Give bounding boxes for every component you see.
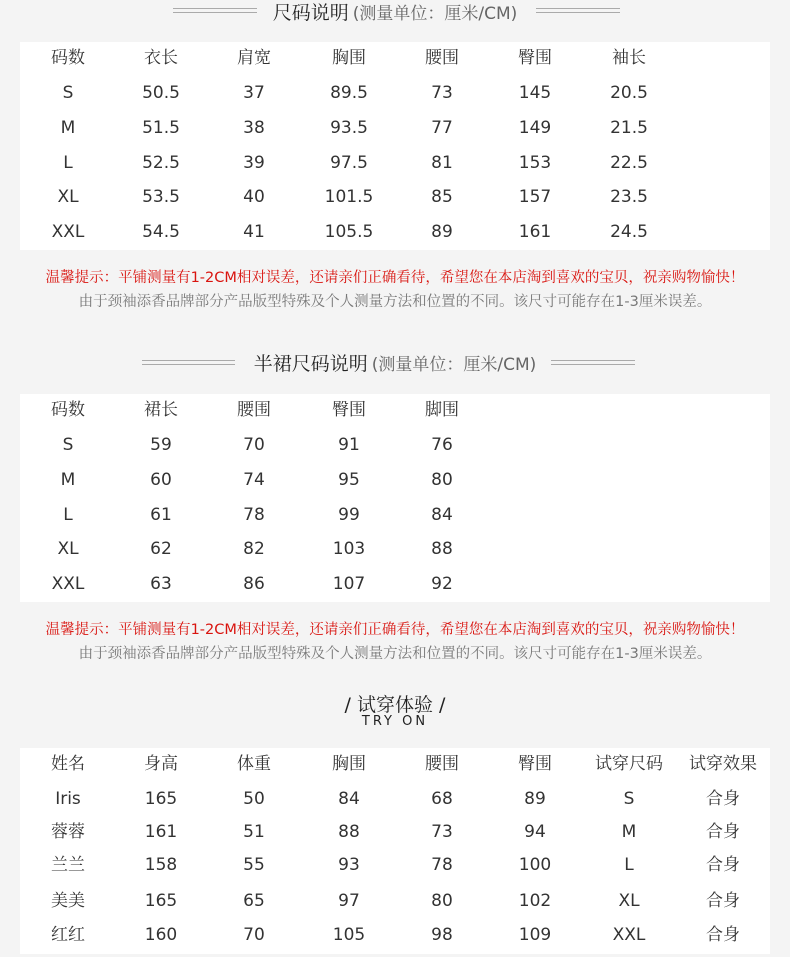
table-cell: 70: [243, 435, 265, 455]
table-cell: 54.5: [142, 222, 180, 242]
table-cell: XXL: [51, 222, 85, 242]
table-header-row: [20, 395, 770, 425]
table-row: [20, 534, 770, 564]
table-cell: 美美: [51, 891, 85, 911]
table-cell: 93: [338, 855, 360, 875]
table-cell: 97.5: [330, 153, 368, 173]
table-cell: 80: [431, 891, 453, 911]
table-cell: 107: [332, 574, 366, 594]
table-cell: 161: [144, 822, 178, 842]
table-cell: 62: [150, 539, 172, 559]
table-cell: 101.5: [324, 187, 374, 207]
table-cell: XL: [57, 539, 79, 559]
table-row: [20, 886, 770, 916]
table-cell: L: [624, 855, 634, 875]
table-cell: 合身: [706, 891, 740, 911]
table-cell: 86: [243, 574, 265, 594]
skirt-chart-warning: 温馨提示：平铺测量有1-2CM相对误差，还请亲们正确看待，希望您在本店淘到喜欢的宝贝，祝亲购物愉快！: [45, 622, 745, 638]
column-header: 裙长: [144, 400, 178, 420]
table-row: [20, 430, 770, 460]
table-cell: 84: [431, 505, 453, 525]
table-cell: 59: [150, 435, 172, 455]
table-cell: 78: [243, 505, 265, 525]
table-cell: 70: [243, 925, 265, 945]
table-cell: 41: [243, 222, 265, 242]
table-row: [20, 500, 770, 530]
table-cell: 50: [243, 789, 265, 809]
table-header-row: [20, 43, 770, 73]
table-cell: M: [621, 822, 637, 842]
table-cell: 21.5: [610, 118, 648, 138]
size-chart-table: [20, 42, 770, 250]
table-cell: S: [62, 83, 74, 103]
table-cell: 红红: [51, 925, 85, 945]
table-cell: 77: [431, 118, 453, 138]
table-cell: 蓉蓉: [51, 822, 85, 842]
table-cell: 145: [518, 83, 552, 103]
table-cell: 94: [524, 822, 546, 842]
table-header-row: [20, 749, 770, 779]
skirt-chart-unit: (测量单位：厘米/CM): [371, 354, 537, 375]
table-cell: 合身: [706, 925, 740, 945]
column-header: 胸围: [332, 48, 366, 68]
table-cell: 37: [243, 83, 265, 103]
table-cell: 兰兰: [51, 855, 85, 875]
size-chart-warning: 温馨提示：平铺测量有1-2CM相对误差，还请亲们正确看待，希望您在本店淘到喜欢的宝贝，祝亲购物愉快！: [45, 270, 745, 286]
table-row: [20, 78, 770, 108]
skirt-chart-title: [0, 348, 790, 376]
column-header: 腰围: [425, 48, 459, 68]
size-chart-title: [0, 0, 790, 25]
column-header: 胸围: [332, 754, 366, 774]
table-cell: 97: [338, 891, 360, 911]
table-cell: XXL: [51, 574, 85, 594]
table-cell: M: [60, 118, 76, 138]
table-cell: 55: [243, 855, 265, 875]
table-cell: 50.5: [142, 83, 180, 103]
skirt-chart-note: 由于颈袖添香品牌部分产品版型特殊及个人测量方法和位置的不同。该尺寸可能存在1-3厘米误差。: [78, 646, 712, 662]
column-header: 姓名: [51, 754, 85, 774]
try-on-title: / 试穿体验 /: [344, 694, 446, 716]
table-cell: 20.5: [610, 83, 648, 103]
table-cell: 157: [518, 187, 552, 207]
try-on-subtitle: TRY ON: [361, 714, 429, 729]
table-cell: 60: [150, 470, 172, 490]
table-cell: 78: [431, 855, 453, 875]
table-cell: 102: [518, 891, 552, 911]
table-cell: 149: [518, 118, 552, 138]
table-cell: 98: [431, 925, 453, 945]
table-cell: 76: [431, 435, 453, 455]
table-cell: 89: [524, 789, 546, 809]
table-cell: 合身: [706, 822, 740, 842]
table-row: [20, 148, 770, 178]
column-header: 身高: [144, 754, 178, 774]
table-cell: 22.5: [610, 153, 648, 173]
table-cell: 91: [338, 435, 360, 455]
table-cell: 95: [338, 470, 360, 490]
size-chart-heading: 尺码说明: [272, 1, 349, 24]
column-header: 袖长: [612, 48, 646, 68]
table-cell: Iris: [55, 789, 81, 809]
table-cell: 51.5: [142, 118, 180, 138]
table-cell: 109: [518, 925, 552, 945]
size-chart-unit: (测量单位：厘米/CM): [352, 3, 518, 24]
table-cell: 40: [243, 187, 265, 207]
table-cell: 99: [338, 505, 360, 525]
table-row: [20, 784, 770, 814]
column-header: 试穿效果: [689, 754, 757, 774]
table-cell: 85: [431, 187, 453, 207]
table-cell: 53.5: [142, 187, 180, 207]
table-cell: 165: [144, 891, 178, 911]
table-cell: 84: [338, 789, 360, 809]
column-header: 腰围: [237, 400, 271, 420]
table-cell: 63: [150, 574, 172, 594]
table-cell: 73: [431, 822, 453, 842]
column-header: 脚围: [425, 400, 459, 420]
table-cell: M: [60, 470, 76, 490]
column-header: 体重: [237, 754, 271, 774]
table-cell: 38: [243, 118, 265, 138]
column-header: 肩宽: [237, 48, 271, 68]
table-cell: XL: [57, 187, 79, 207]
table-cell: 39: [243, 153, 265, 173]
table-row: [20, 850, 770, 880]
table-cell: 161: [518, 222, 552, 242]
table-cell: 52.5: [142, 153, 180, 173]
table-cell: 合身: [706, 789, 740, 809]
skirt-chart-table: [20, 394, 770, 602]
try-on-table: [20, 748, 770, 954]
table-cell: L: [63, 505, 73, 525]
table-cell: 103: [332, 539, 366, 559]
column-header: 衣长: [144, 48, 178, 68]
table-cell: 160: [144, 925, 178, 945]
column-header: 臀围: [518, 48, 552, 68]
column-header: 腰围: [425, 754, 459, 774]
size-chart-note: 由于颈袖添香品牌部分产品版型特殊及个人测量方法和位置的不同。该尺寸可能存在1-3厘米误差。: [78, 294, 712, 310]
table-cell: 153: [518, 153, 552, 173]
table-cell: 68: [431, 789, 453, 809]
table-row: [20, 113, 770, 143]
table-row: [20, 182, 770, 212]
table-cell: 89: [431, 222, 453, 242]
skirt-chart-heading: 半裙尺码说明: [253, 352, 368, 375]
table-row: [20, 465, 770, 495]
table-cell: XXL: [612, 925, 646, 945]
table-cell: 89.5: [330, 83, 368, 103]
table-cell: 61: [150, 505, 172, 525]
table-cell: 88: [338, 822, 360, 842]
table-cell: 105: [332, 925, 366, 945]
table-cell: 158: [144, 855, 178, 875]
table-cell: S: [623, 789, 635, 809]
column-header: 码数: [51, 48, 85, 68]
table-cell: S: [62, 435, 74, 455]
table-cell: 105.5: [324, 222, 374, 242]
table-cell: 93.5: [330, 118, 368, 138]
table-row: [20, 569, 770, 599]
table-cell: 165: [144, 789, 178, 809]
table-cell: 100: [518, 855, 552, 875]
table-cell: 88: [431, 539, 453, 559]
table-row: [20, 817, 770, 847]
table-cell: XL: [618, 891, 640, 911]
table-cell: 65: [243, 891, 265, 911]
table-cell: L: [63, 153, 73, 173]
column-header: 试穿尺码: [595, 754, 663, 774]
column-header: 码数: [51, 400, 85, 420]
table-cell: 24.5: [610, 222, 648, 242]
table-cell: 合身: [706, 855, 740, 875]
table-cell: 51: [243, 822, 265, 842]
table-cell: 23.5: [610, 187, 648, 207]
table-cell: 92: [431, 574, 453, 594]
table-cell: 82: [243, 539, 265, 559]
table-cell: 74: [243, 470, 265, 490]
table-cell: 73: [431, 83, 453, 103]
table-row: [20, 217, 770, 247]
table-row: [20, 920, 770, 950]
table-cell: 81: [431, 153, 453, 173]
column-header: 臀围: [332, 400, 366, 420]
table-cell: 80: [431, 470, 453, 490]
column-header: 臀围: [518, 754, 552, 774]
